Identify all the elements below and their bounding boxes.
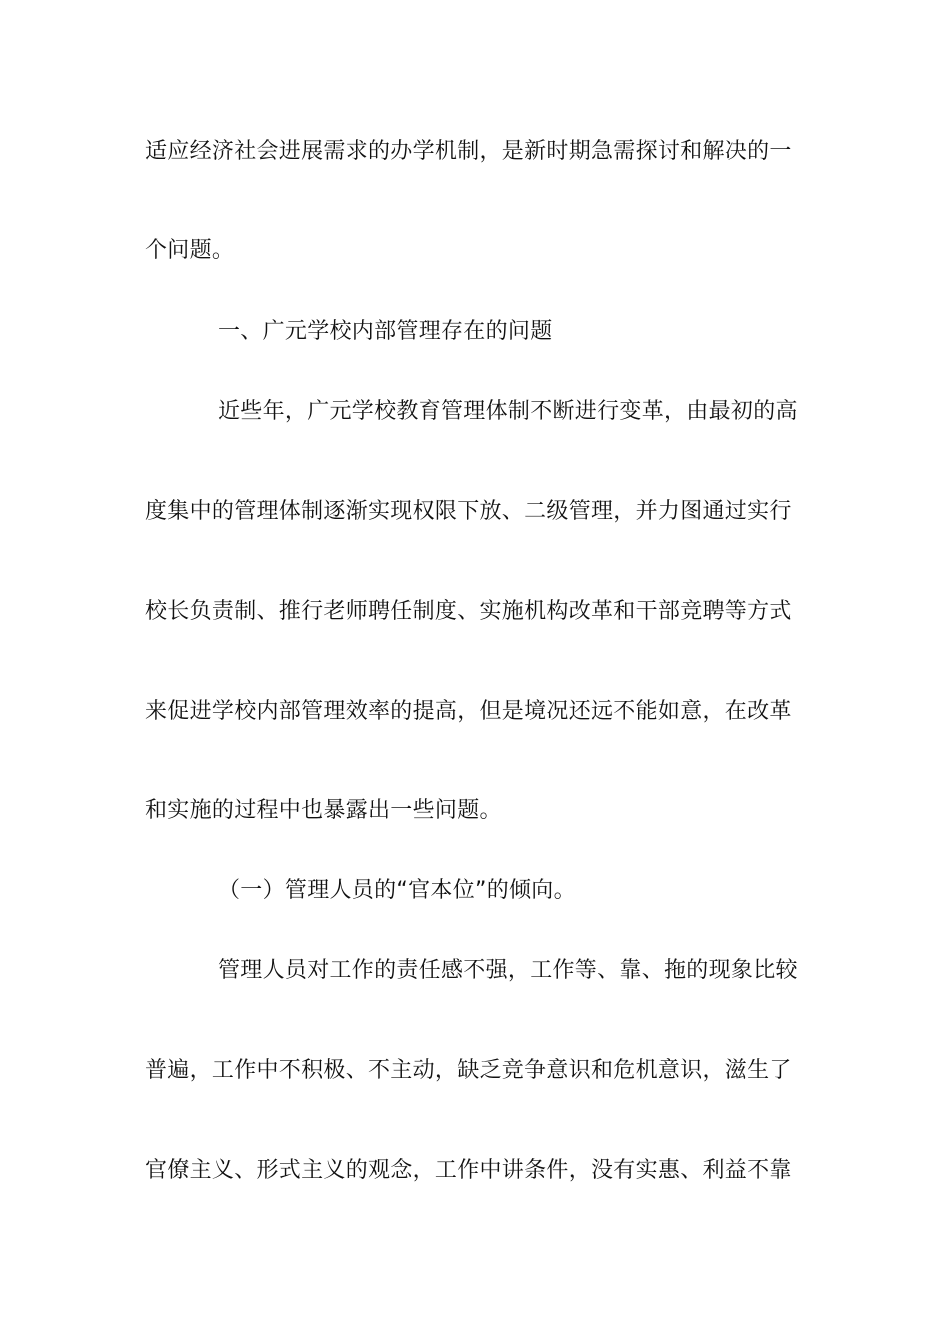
paragraph-line: 适应经济社会进展需求的办学机制，是新时期急需探讨和解决的一 (145, 139, 792, 164)
section-heading: 一、广元学校内部管理存在的问题 (218, 319, 553, 344)
subsection-heading: （一）管理人员的“官本位”的倾向。 (218, 878, 576, 903)
paragraph-line: 度集中的管理体制逐渐实现权限下放、二级管理，并力图通过实行 (145, 499, 792, 524)
paragraph-line: 近些年，广元学校教育管理体制不断进行变革，由最初的高 (218, 399, 798, 424)
paragraph-line: 个问题。 (145, 238, 235, 263)
paragraph-line: 管理人员对工作的责任感不强，工作等、靠、拖的现象比较 (218, 958, 798, 983)
paragraph-line: 官僚主义、形式主义的观念，工作中讲条件，没有实惠、利益不靠 (145, 1158, 792, 1183)
paragraph-line: 和实施的过程中也暴露出一些问题。 (145, 798, 502, 823)
paragraph-line: 来促进学校内部管理效率的提高，但是境况还远不能如意，在改革 (145, 699, 792, 724)
paragraph-line: 校长负责制、推行老师聘任制度、实施机构改革和干部竞聘等方式 (145, 599, 792, 624)
paragraph-line: 普遍，工作中不积极、不主动，缺乏竞争意识和危机意识，滋生了 (145, 1058, 792, 1083)
